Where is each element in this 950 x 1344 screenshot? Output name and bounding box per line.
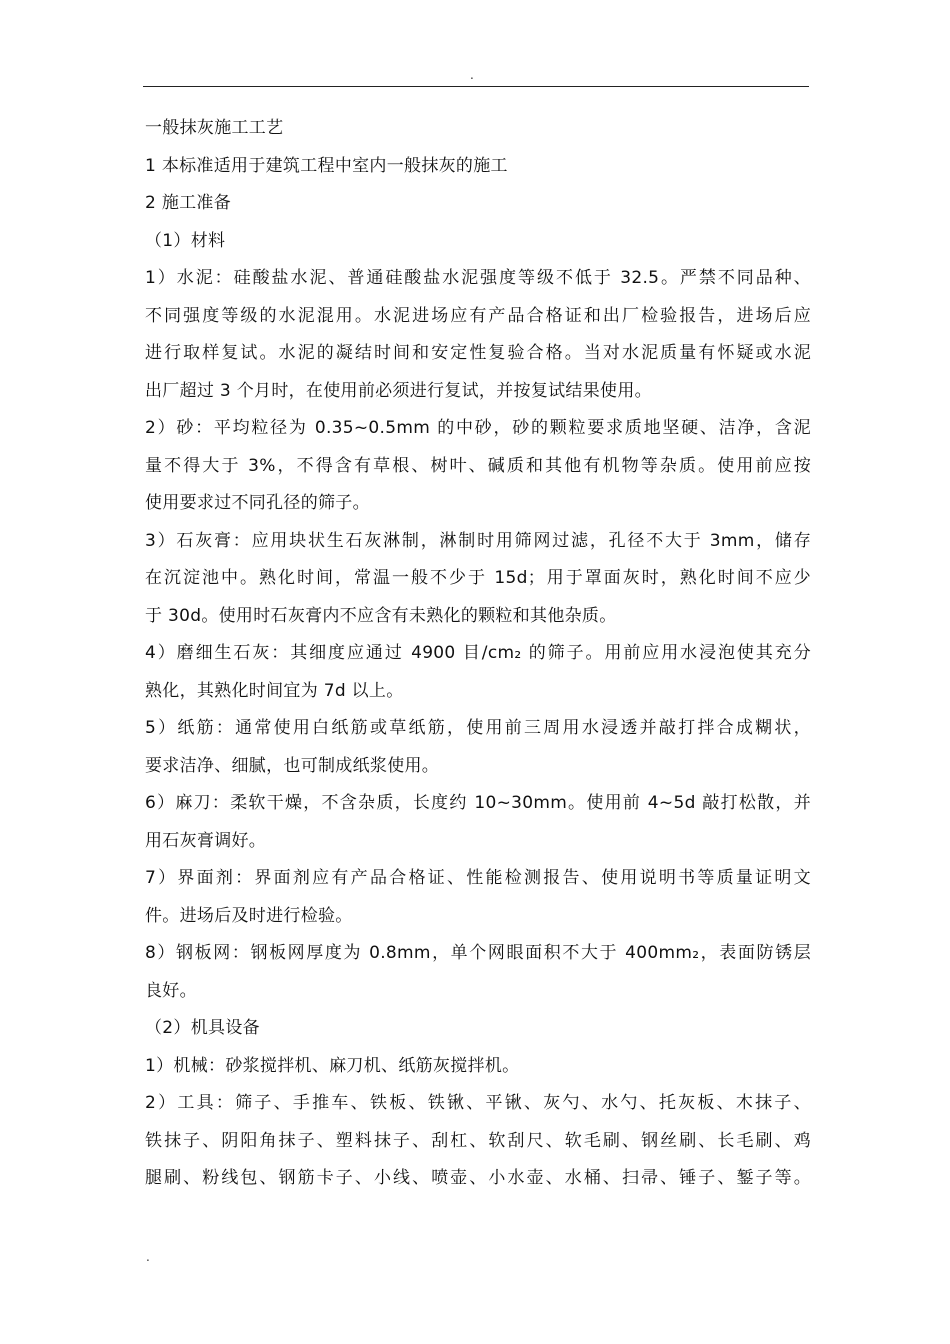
text-line: 8）钢板网：钢板网厚度为 0.8mm，单个网眼面积不大于 400mm₂，表面防锈层 [145, 943, 811, 963]
text-line: 2）砂：平均粒径为 0.35~0.5mm 的中砂，砂的颗粒要求质地坚硬、洁净，含泥 [145, 418, 811, 438]
text-line: 2）工具：筛子、手推车、铁板、铁锹、平锹、灰勺、水勺、托灰板、木抹子、 [145, 1093, 811, 1113]
text-line: 要求洁净、细腻，也可制成纸浆使用。 [145, 755, 440, 776]
text-line: 1 本标准适用于建筑工程中室内一般抹灰的施工 [145, 155, 508, 176]
text-line: （2）机具设备 [145, 1018, 260, 1038]
text-line: 于 30d。使用时石灰膏内不应含有未熟化的颗粒和其他杂质。 [145, 605, 617, 626]
text-line: 件。进场后及时进行检验。 [145, 905, 353, 926]
document-body [145, 116, 811, 1204]
text-line: 量不得大于 3%，不得含有草根、树叶、碱质和其他有机物等杂质。使用前应按 [145, 455, 811, 476]
text-line: 3）石灰膏：应用块状生石灰淋制，淋制时用筛网过滤，孔径不大于 3mm，储存 [145, 530, 811, 551]
text-line: 铁抹子、阴阳角抹子、塑料抹子、刮杠、软刮尺、软毛刷、钢丝刷、长毛刷、鸡 [145, 1130, 811, 1151]
text-line: 用石灰膏调好。 [145, 830, 267, 851]
text-line: 腿刷、粉线包、钢筋卡子、小线、喷壶、小水壶、水桶、扫帚、锤子、錾子等。 [145, 1168, 811, 1188]
text-line: 在沉淀池中。熟化时间，常温一般不少于 15d；用于罩面灰时，熟化时间不应少 [145, 568, 811, 588]
text-line: 良好。 [145, 980, 197, 1001]
text-line: 进行取样复试。水泥的凝结时间和安定性复验合格。当对水泥质量有怀疑或水泥 [145, 343, 811, 363]
text-line: 6）麻刀：柔软干燥，不含杂质，长度约 10~30mm。使用前 4~5d 敲打松散，并 [145, 793, 811, 813]
text-line: 不同强度等级的水泥混用。水泥进场应有产品合格证和出厂检验报告，进场后应 [145, 305, 811, 326]
text-line: 1）机械：砂浆搅拌机、麻刀机、纸筋灰搅拌机。 [145, 1055, 520, 1076]
text-line: 4）磨细生石灰：其细度应通过 4900 目/cm₂ 的筛子。用前应用水浸泡使其充分 [145, 643, 811, 663]
text-line: 2 施工准备 [145, 193, 232, 213]
footer-mark: . [146, 1250, 150, 1264]
document-title: 一般抹灰施工工艺 [145, 118, 284, 138]
text-line: 熟化，其熟化时间宜为 7d 以上。 [145, 680, 404, 701]
text-line: （1）材料 [145, 230, 226, 251]
text-line: 7）界面剂：界面剂应有产品合格证、性能检测报告、使用说明书等质量证明文 [145, 868, 811, 888]
text-line: 5）纸筋：通常使用白纸筋或草纸筋，使用前三周用水浸透并敲打拌合成糊状， [145, 718, 811, 738]
header-mark: . [470, 68, 474, 82]
text-line: 出厂超过 3 个月时，在使用前必须进行复试，并按复试结果使用。 [145, 380, 652, 401]
text-line: 使用要求过不同孔径的筛子。 [145, 493, 370, 513]
header-rule [143, 86, 809, 87]
text-line: 1）水泥：硅酸盐水泥、普通硅酸盐水泥强度等级不低于 32.5。严禁不同品种、 [145, 268, 811, 288]
